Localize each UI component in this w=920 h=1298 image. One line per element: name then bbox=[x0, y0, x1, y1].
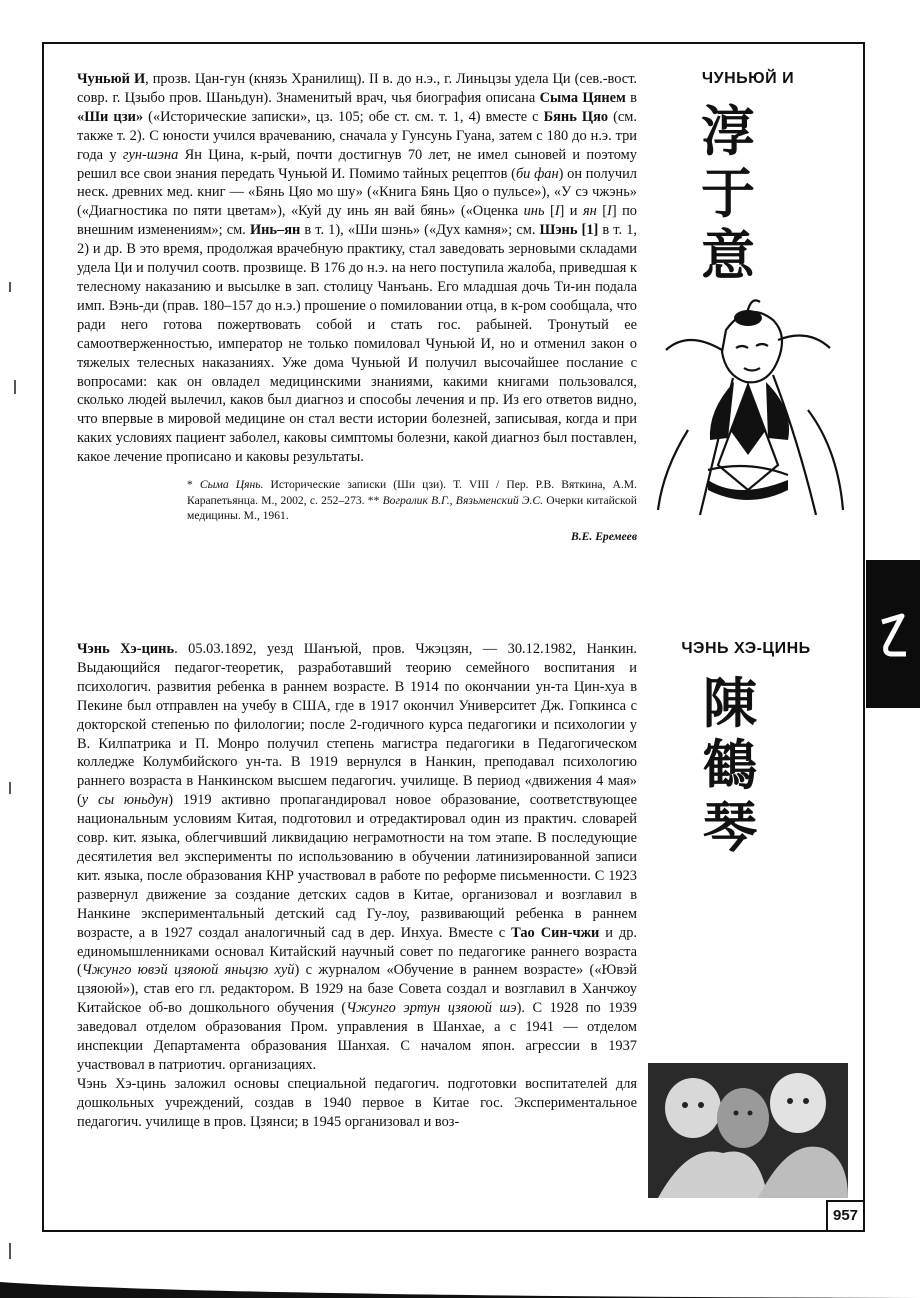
margin-mark bbox=[14, 380, 16, 394]
text-run: Чэнь Хэ-цинь bbox=[77, 641, 175, 657]
text-run: Бянь Цяо bbox=[543, 108, 609, 125]
text-run: инь bbox=[523, 203, 545, 220]
entry-heading: ЧЭНЬ ХЭ-ЦИНЬ bbox=[681, 640, 811, 657]
text-run: в т. 1, 2) и др. В это время, продолжая врачебную практику, стал заведовать зерновыми складами удела Ци и получил соотв. прозвище. В 176 до н.э. на него поступила жалоба, приведшая к телесному наказанию и высылке в зап. столицу Чанъань. Его младшая дочь Ти-ин подала имп. Вэнь-ди (прав. 180–157 до н.э.) прошение о помиловании отца, в к-ром сообщала, что ради него готова пожертвовать собой и стать гос. рабыней. Тронутый ее самоотверженностью, император не только помиловал Чуньюй И, но и отменил закон о тяжелых телесных наказаниях. Уже дома Чуньюй И получил высочайшее послание с вопросами: как он овладел медицинскими знаниями, какими книгами пользовался, сколько людей вылечил, каков был диагноз и способы лечения и пр. Из его ответов видно, что впервые в мировой медицине он стал вести истории болезней, записывая, когда и при каких условиях пациент заболел, каковы симптомы болезни, какой диагноз был поставлен, какое лечение прописано и каковы результаты. bbox=[77, 222, 637, 466]
section-tab bbox=[866, 560, 920, 708]
text-run: би фан bbox=[515, 165, 559, 182]
page-number: 957 bbox=[826, 1200, 863, 1230]
references bbox=[187, 477, 637, 524]
text-run: ] и bbox=[559, 203, 583, 220]
text-run: I bbox=[607, 203, 612, 220]
text-run: Чжунго эртун цзяоюй шэ bbox=[346, 1000, 517, 1017]
section-glyph-icon bbox=[878, 598, 908, 668]
entry-body bbox=[77, 70, 637, 467]
text-run: Чжунго ювэй цзяоюй яньцзю хуй bbox=[81, 962, 295, 979]
text-run: («Исторические записки», цз. 105; обе ст. см. т. 1, 4) вместе с bbox=[143, 108, 544, 125]
entry-body bbox=[77, 640, 637, 1075]
entry-heading: ЧУНЬЮЙ И bbox=[701, 70, 795, 87]
text-run: [ bbox=[544, 203, 555, 220]
text-run: ян bbox=[582, 203, 597, 220]
text-run: ) он получил неск. древних мед. книг — «Бянь Цяо мо шу» («Книга Бянь Цяо о пульсе»), «У сэ чжэнь» («Диагностика по пяти цветам»), «Куй ду инь ян вай бянь» («Оценка bbox=[77, 165, 637, 220]
text-run: , прозв. Цан-гун (князь Хранилищ). II в. до н.э., г. Линьцзы удела Ци (сев.-вост. совр. г. Цзыбо пров. Шаньдун). Знаменитый врач, чья биография описана bbox=[77, 71, 637, 106]
author: В.Е. Еремеев bbox=[571, 529, 637, 543]
text-run: ] по внешним изменениям»; см. bbox=[77, 203, 637, 239]
text-run: I bbox=[554, 203, 560, 220]
text-run: Сыма Цянем bbox=[539, 89, 626, 106]
margin-mark bbox=[9, 782, 11, 794]
text-run: Вогралик В.Г., Вязьменский Э.С. bbox=[382, 493, 543, 507]
scan-edge bbox=[0, 1270, 920, 1298]
entry-body-continued: Чэнь Хэ-цинь заложил основы специальной педагогич. подготовки воспитателей для дошкольных учреждений, создав в 1940 первое в Китае гос. Экспериментальное педагогич. училище в пров. Цзянси; в 1945 организовал и воз- bbox=[77, 1075, 637, 1130]
text-run: Инь–ян bbox=[249, 222, 301, 239]
text-run: Тао Син-чжи bbox=[511, 924, 600, 941]
entry-chunyui-i bbox=[77, 70, 637, 547]
text-run: Чуньюй И bbox=[77, 71, 146, 87]
text-run: (см. также т. 2). С юности учился врачеванию, сначала у Гунсунь Гуана, затем с 180 до н.э. три года у bbox=[77, 108, 638, 163]
chinese-characters: 淳 于 意 bbox=[701, 99, 755, 287]
text-run: в т. 1), «Ши шэнь» («Дух камня»; см. bbox=[300, 222, 540, 239]
text-run: в bbox=[625, 89, 637, 106]
portrait-illustration bbox=[648, 290, 848, 515]
text-run: у сы юньдун bbox=[81, 792, 169, 809]
entry-chen-hecin bbox=[77, 640, 637, 1132]
text-run: ) с журналом «Обучение в раннем возрасте» («Ювэй цзяоюй»), став его гл. редактором. В 1929 на базе Совета создал и возглавил в Ханчжоу Китайское об-во дошкольного обучения ( bbox=[77, 962, 638, 1017]
text-run: Очерки китайской медицины. М., 1961. bbox=[187, 493, 637, 523]
text-run: «Ши цзи» bbox=[77, 108, 144, 125]
text-run: Сыма Цянь. bbox=[199, 478, 264, 492]
text-run: Исторические записки (Ши цзи). Т. VIII / Пер. Р.В. Вяткина, А.М. Карапетьянца. М., 2002, с. 252–273. ** bbox=[187, 478, 638, 507]
text-run: . 05.03.1892, уезд Шанъюй, пров. Чжэцзян, — 30.12.1982, Нанкин. Выдающийся педагог-теоретик, разработавший теорию семейного воспитания и психологич. развития ребенка в раннем возрасте. В 1914 по окончании ун-та Цин-хуа в Пекине был отправлен на учебу в США, где в 1917 окончил Университет Дж. Гопкинса с докторской степенью по филологии; после 2-годичного курса педагогики и психологии у В. Килпатрика и П. Монро получил степень магистра педагогики в Педагогическом колледже Колумбийского ун-та. В 1919 вернулся в Нанкин, преподавал психологию раннего возраста в Нанкинском высшем педагогич. училище. В период «движения 4 мая» ( bbox=[77, 641, 637, 809]
text-run: гун-шэна bbox=[122, 146, 179, 163]
text-run: * bbox=[187, 478, 200, 492]
text-run: и др. единомышленниками основал Китайский научный совет по педагогике раннего возраста ( bbox=[77, 924, 637, 979]
margin-mark bbox=[9, 1243, 11, 1259]
text-run: Ян Цина, к-рый, почти достигнув 70 лет, не имел сыновей и поэтому решил все свои знания передать Чуньюй И. Помимо тайных рецептов ( bbox=[77, 146, 637, 182]
text-run: ) 1919 активно пропагандировал новое образование, соответствующее национальным условиям Китая, подготовил и отредактировал один из практич. словарей совр. кит. языка, облегчивший ликвидацию неграмотности на том этапе. В последующие десятилетия вел эксперименты по использованию в обучении латинизированной записи кит. языка, после образования КНР участвовал в работе по реформе письменности. С 1923 развернул движение за создание детских садов в Китае, организовал и возглавил в Нанкине экспериментальный детский сад Гу-лоу, развивающий ребенка в раннем возрасте, а в 1927 создал аналогичный сад в дер. Инхуа. Вместе с bbox=[77, 792, 637, 941]
margin-mark bbox=[9, 282, 11, 292]
text-run: ). С 1928 по 1939 заведовал отделом образования Пром. управления в Шанхае, а с 1941 — отделом инспекции Департамента образования Шанхая. С началом япон. агрессии в 1937 участвовал в патриотич. организациях. bbox=[77, 1000, 638, 1073]
text-run: [ bbox=[596, 203, 608, 220]
chinese-characters: 陳 鶴 琴 bbox=[703, 671, 757, 859]
photograph bbox=[648, 1063, 848, 1198]
text-run: Шэнь [1] bbox=[539, 222, 599, 239]
